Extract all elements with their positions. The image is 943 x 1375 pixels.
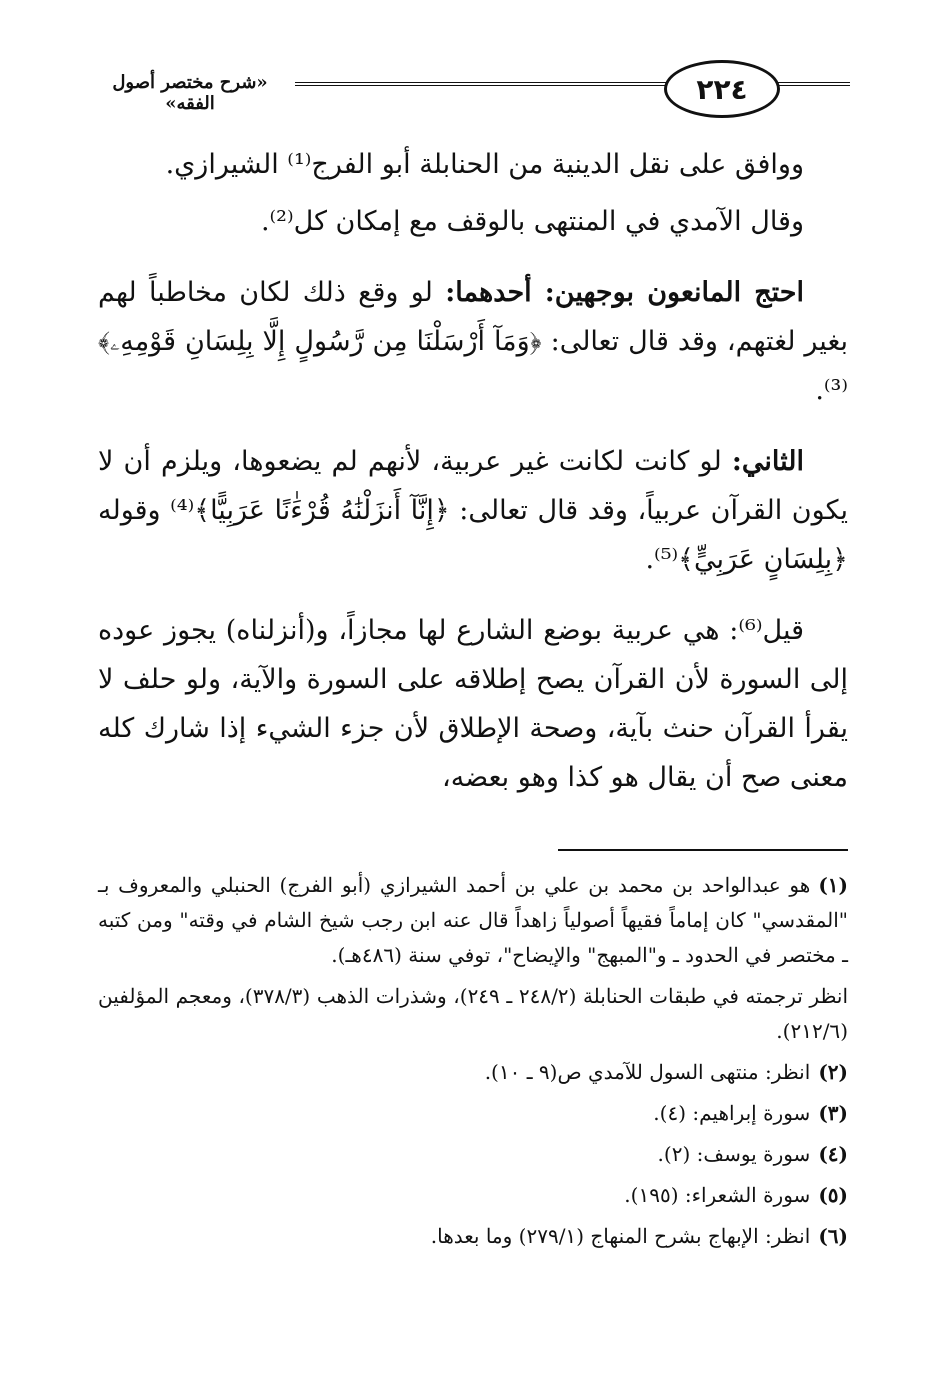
footnote-3 — [98, 1096, 848, 1131]
footnote-1 — [98, 868, 848, 973]
paragraph-1: ووافق على نقل الدينية من الحنابلة أبو الفرج⁽¹⁾ الشيرازي. — [165, 149, 804, 180]
page-number: ٢٢٤ — [664, 60, 780, 118]
paragraph-4 — [98, 437, 848, 584]
footnote-text: انظر: الإبهاج بشرح المنهاج (٢٧٩/١) وما بعدها. — [430, 1224, 811, 1248]
footnote-1-continued: انظر ترجمته في طبقات الحنابلة (٢٤٨/٢ ـ ٢٤٩)، وشذرات الذهب (٣٧٨/٣)، ومعجم المؤلفين (٢١٢/٦). — [98, 984, 848, 1043]
paragraph-5: قيل⁽⁶⁾: هي عربية بوضع الشارع لها مجازاً، و(أنزلناه) يجوز عوده إلى السورة لأن القرآن يصح إطلاقه على السورة والآية، ولو حلف لا يقرأ القرآن حنث بآية، وصحة الإطلاق لأن جزء الشيء إذا شارك كله معنى صح أن يقال هو كذا وهو بعضه، — [98, 615, 848, 793]
footnote-number: (٤) — [818, 1142, 848, 1166]
footnotes — [98, 868, 848, 1260]
footnote-number: (٦) — [818, 1224, 848, 1248]
footnote-5 — [98, 1178, 848, 1213]
footnote-4 — [98, 1137, 848, 1172]
paragraph-3-lead: احتج المانعون بوجهين: أحدهما: — [445, 277, 804, 308]
paragraph-4-lead: الثاني: — [731, 446, 804, 477]
footnote-text: انظر: منتهى السول للآمدي ص(٩ ـ ١٠). — [484, 1060, 811, 1084]
footnote-number: (١) — [818, 873, 848, 897]
paragraph-2: وقال الآمدي في المنتهى بالوقف مع إمكان كل⁽²⁾. — [260, 206, 804, 237]
main-text — [98, 140, 848, 824]
footnote-6 — [98, 1219, 848, 1254]
footnote-separator — [558, 849, 848, 851]
footnote-2 — [98, 1055, 848, 1090]
paragraph-3 — [98, 268, 848, 415]
footnote-number: (٢) — [818, 1060, 848, 1084]
footnote-text: هو عبدالواحد بن محمد بن علي بن أحمد الشيرازي (أبو الفرج) الحنبلي والمعروف بـ "المقدسي" كان إماماً فقيهاً أصولياً زاهداً قال عنه ابن رجب شيخ الشام في وقته" ومن كتبه ـ مختصر في الحدود ـ و"المبهج" والإيضاح"، توفي سنة (٤٨٦هـ). — [98, 873, 848, 967]
footnote-text: سورة يوسف: (٢). — [657, 1142, 811, 1166]
footnote-number: (٣) — [818, 1101, 848, 1125]
page-header — [90, 52, 850, 112]
footnote-text: سورة إبراهيم: (٤). — [653, 1101, 811, 1125]
footnote-number: (٥) — [818, 1183, 848, 1207]
book-title: «شرح مختصر أصول الفقه» — [112, 72, 268, 114]
footnote-text: سورة الشعراء: (١٩٥). — [624, 1183, 811, 1207]
paragraph-3-text: لو وقع ذلك لكان مخاطباً لهم بغير لغتهم، وقد قال تعالى: ﴿وَمَآ أَرْسَلْنَا مِن رَّسُولٍ إِلَّا بِلِسَانِ قَوْمِهِۦ﴾⁽³⁾. — [98, 277, 848, 406]
paragraph-4-text: لو كانت لكانت غير عربية، لأنهم لم يضعوها، ويلزم أن لا يكون القرآن عربياً، وقد قال تعالى: ﴿إِنَّآ أَنزَلْنَٰهُ قُرْءَٰنًا عَرَبِيًّا﴾⁽⁴⁾ وقوله ﴿بِلِسَانٍ عَرَبِيٍّ﴾⁽⁵⁾. — [98, 446, 849, 575]
